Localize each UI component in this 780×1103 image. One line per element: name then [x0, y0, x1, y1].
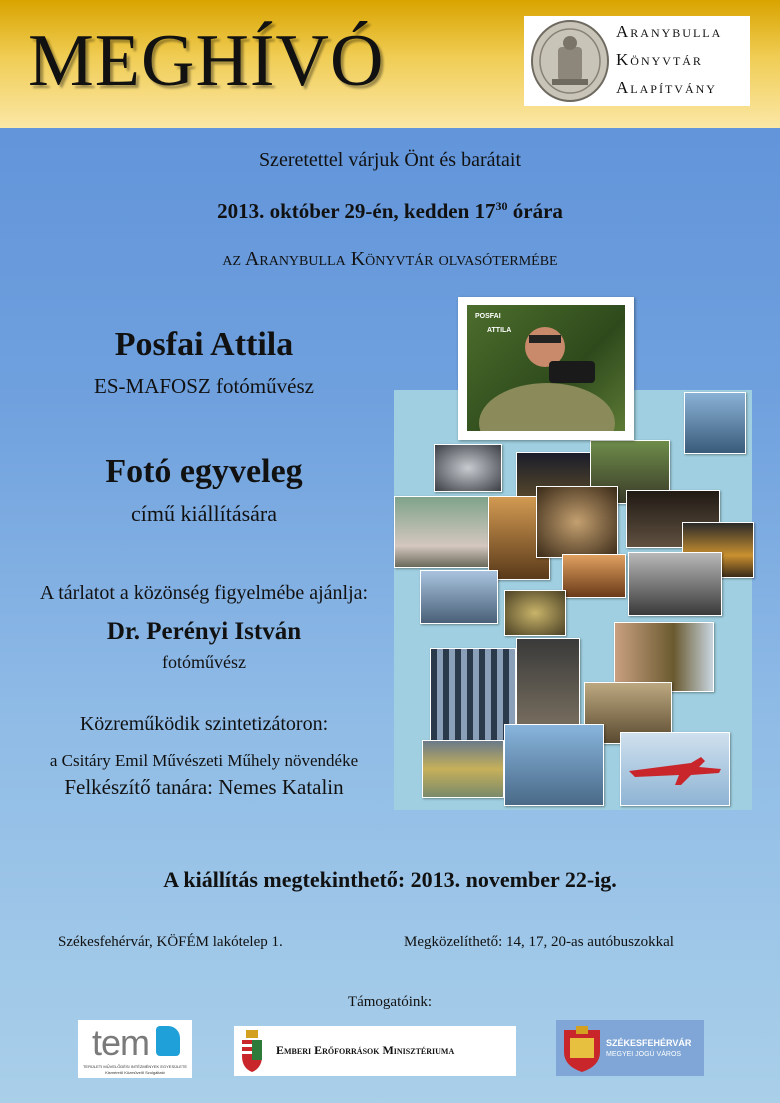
portrait-photo	[467, 305, 625, 431]
sponsor-ministry-logo	[234, 1026, 516, 1076]
sponsors-label: Támogatóink:	[347, 994, 433, 1010]
photo-rainbow	[422, 740, 504, 798]
airplane-icon	[621, 733, 729, 805]
venue-line: az Aranybulla Könyvtár olvasótermébe	[222, 248, 558, 270]
sponsor-city-logo	[556, 1020, 704, 1076]
tem-wordmark: tem	[92, 1022, 150, 1063]
photo-eagle	[536, 486, 618, 558]
foundation-logo	[524, 16, 750, 106]
opener-name: Dr. Perényi István	[106, 618, 302, 645]
golden-bull-seal-icon	[530, 19, 610, 103]
photo-marina	[504, 724, 604, 806]
photo-bridge	[420, 570, 498, 624]
photographer-figure-icon	[467, 305, 625, 431]
portrait-caption-2: ATTILA	[487, 327, 512, 334]
address: Székesfehérvár, KÖFÉM lakótelep 1.	[58, 934, 283, 950]
welcome-line: Szeretettel várjuk Önt és barátait	[258, 149, 522, 171]
photo-harbor	[684, 392, 746, 454]
photo-couple	[394, 496, 494, 568]
exhibition-subtitle: című kiállítására	[131, 501, 277, 526]
org-line-3: Alapítvány	[616, 78, 717, 97]
artist-portrait	[458, 297, 634, 440]
org-line-2: Könyvtár	[616, 50, 703, 69]
photo-train-driver	[516, 638, 580, 732]
page-title: MEGHÍVÓ	[28, 20, 385, 102]
viewing-period: A kiállítás megtekinthető: 2013. november 22-ig.	[163, 867, 617, 892]
date-text: 2013. október 29-én, kedden 17	[217, 199, 496, 223]
city-subtitle: MEGYEI JOGÚ VÁROS	[606, 1051, 682, 1058]
ministry-name: Emberi Erőforrások Minisztériuma	[276, 1043, 455, 1057]
photo-horn	[504, 590, 566, 636]
opener-role: fotóművész	[162, 652, 246, 672]
music-line-1: a Csitáry Emil Művészeti Műhely növendéke	[49, 751, 359, 770]
sponsor-tem-logo	[78, 1020, 192, 1078]
time-minutes: 30	[495, 199, 508, 213]
org-line-1: Aranybulla	[616, 22, 723, 41]
hungarian-coat-of-arms-icon	[240, 1030, 264, 1072]
artist-name: Posfai Attila	[114, 326, 294, 363]
event-date	[0, 199, 780, 224]
tem-mark-icon	[156, 1026, 180, 1056]
music-line-2: Felkészítő tanára: Nemes Katalin	[64, 775, 344, 799]
artist-role: ES-MAFOSZ fotóművész	[94, 374, 314, 398]
header-banner	[0, 0, 780, 128]
photo-mirror	[434, 444, 502, 492]
tem-text-1: TERÜLETI MŰVELŐDÉSI INTÉZMÉNYEK EGYESÜLETE	[82, 1064, 188, 1069]
opening-intro: A tárlatot a közönség figyelmébe ajánlja:	[39, 582, 369, 604]
city-coat-of-arms-icon	[560, 1024, 604, 1072]
portrait-caption-1: POSFAI	[475, 313, 501, 320]
photo-airplane	[620, 732, 730, 806]
photo-lamp	[562, 554, 626, 598]
photo-locomotive	[628, 552, 722, 616]
city-name: SZÉKESFEHÉRVÁR	[606, 1038, 692, 1048]
exhibition-title: Fotó egyveleg	[105, 453, 303, 490]
music-intro: Közreműködik szintetizátoron:	[79, 713, 329, 735]
photo-collage	[394, 390, 752, 810]
tem-text-2: Kisméretű Közművelő Szolgáltató	[105, 1070, 165, 1075]
transport-info: Megközelíthető: 14, 17, 20-as autóbuszokkal	[404, 934, 674, 950]
date-tail: órára	[507, 199, 563, 223]
